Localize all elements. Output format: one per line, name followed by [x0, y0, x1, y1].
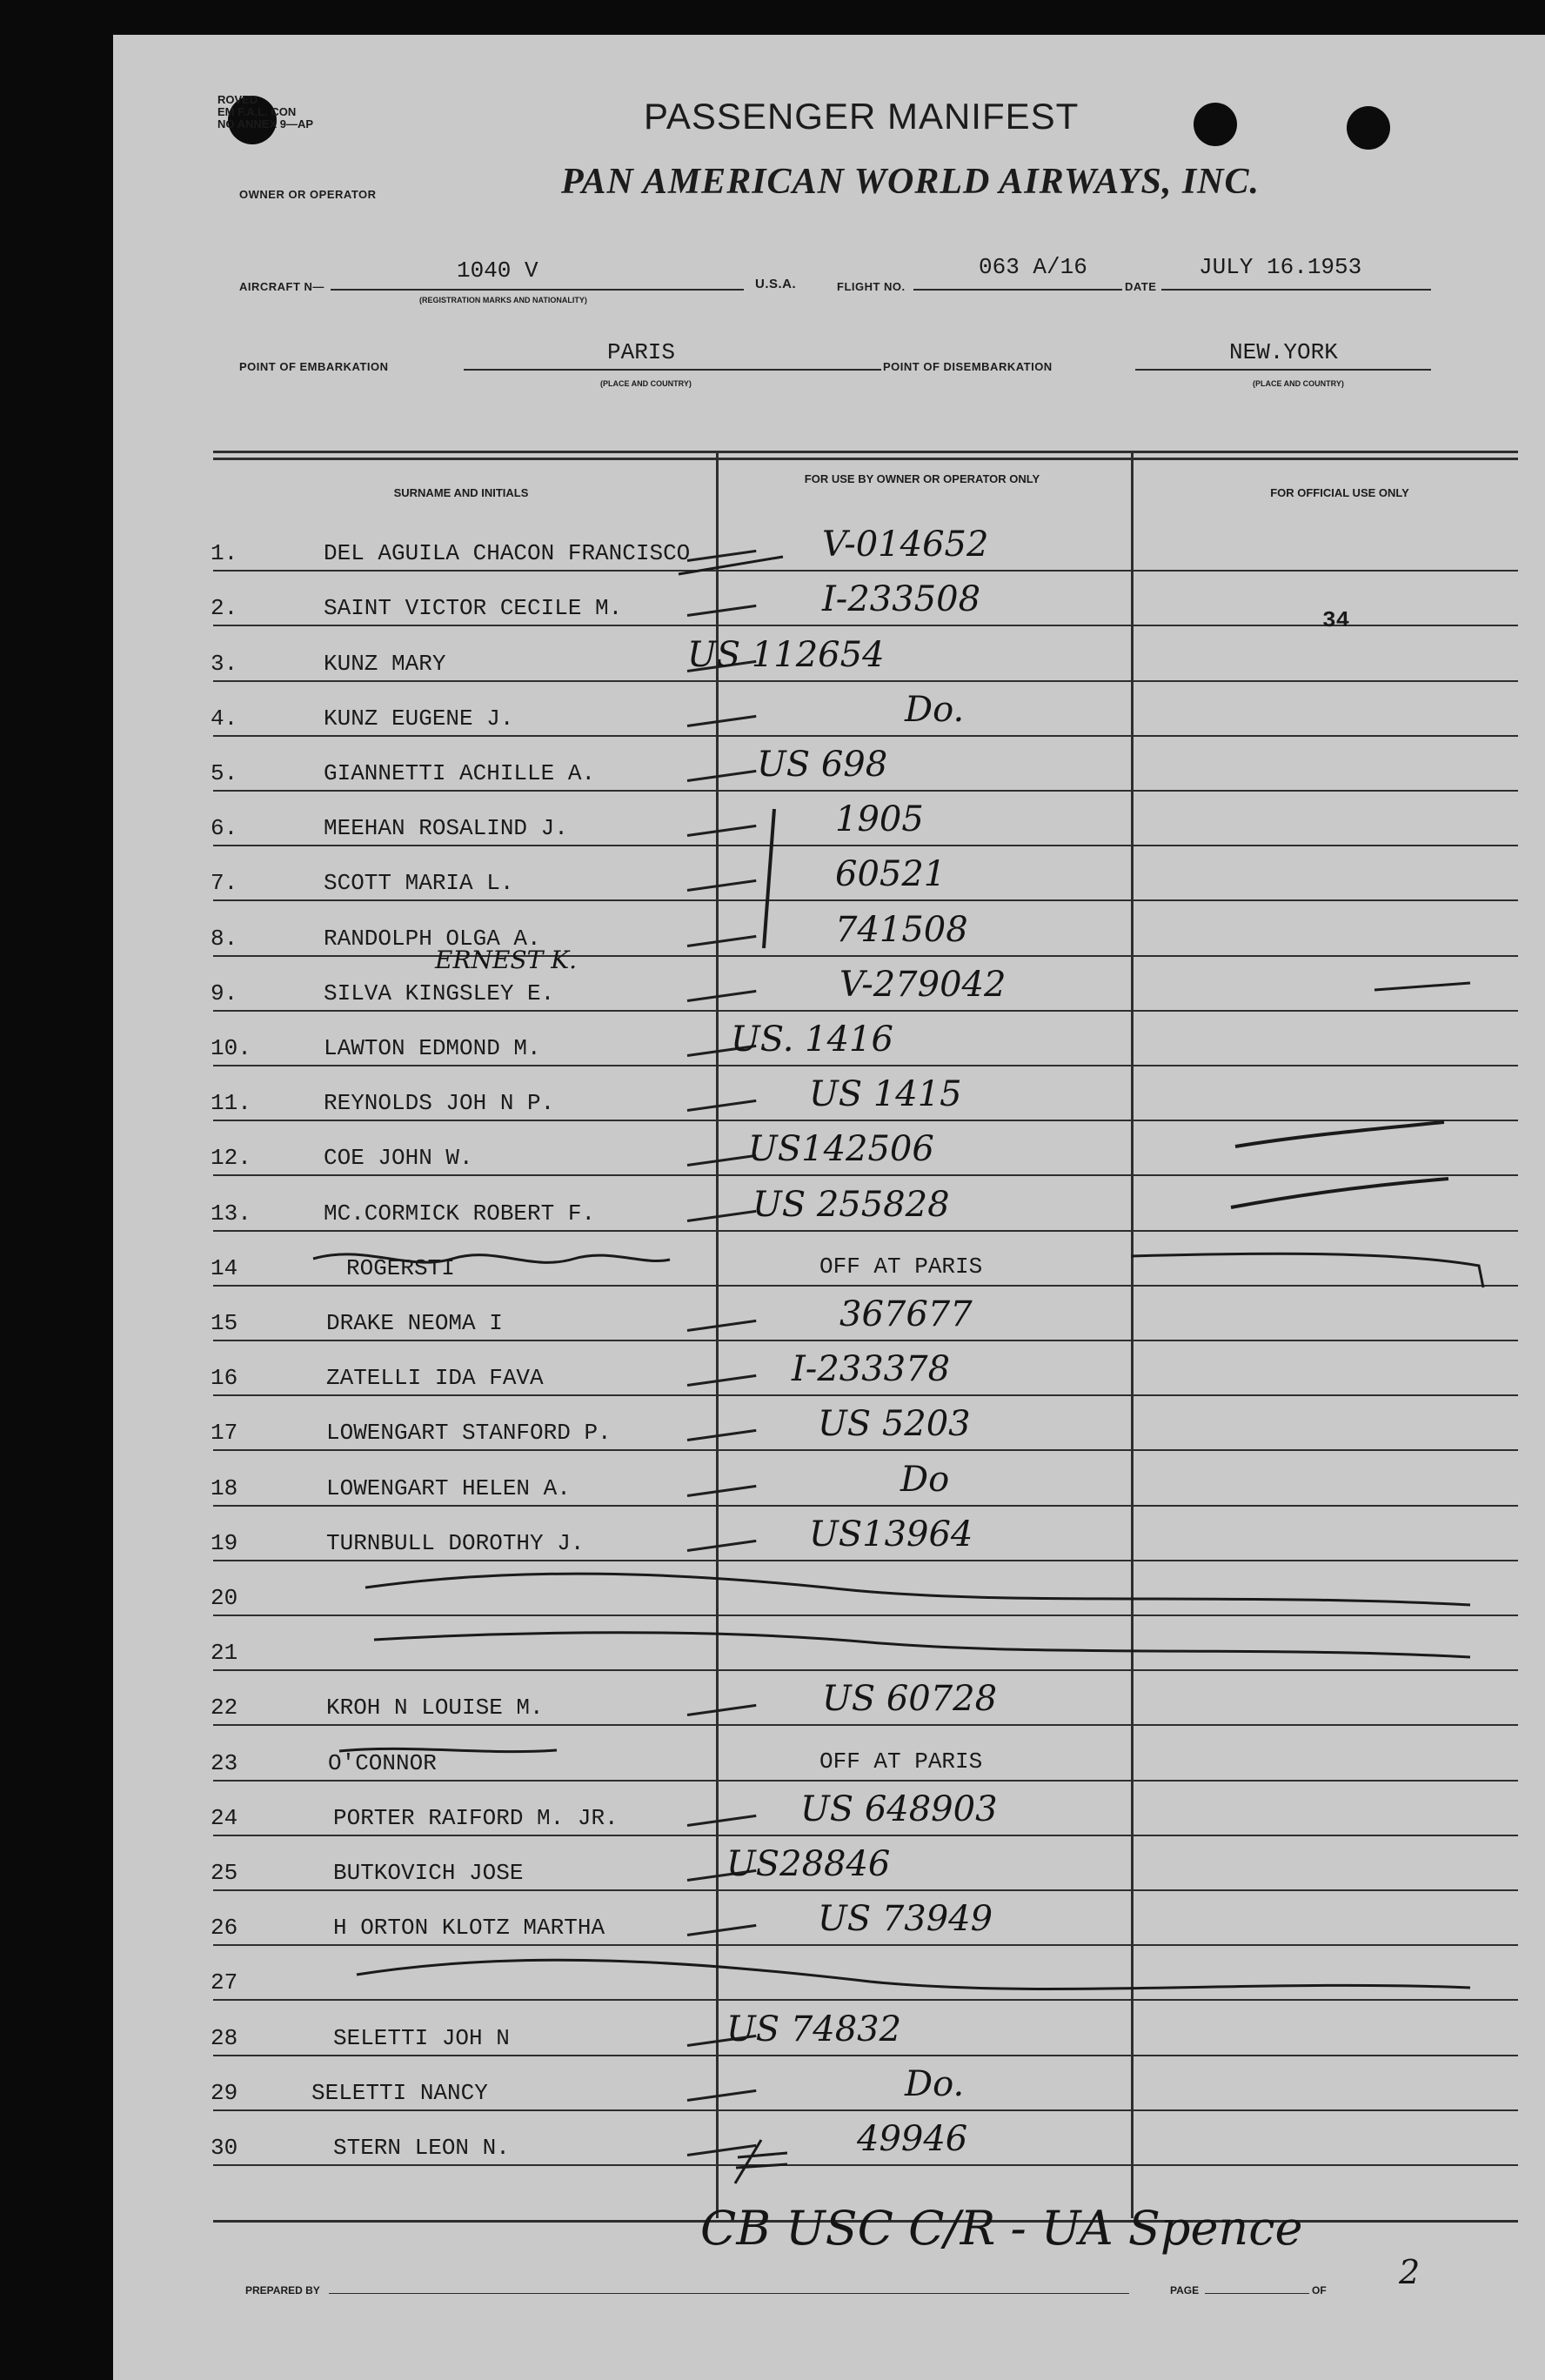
- row-number: 25: [211, 1860, 238, 1886]
- passenger-name: DRAKE NEOMA I: [326, 1310, 503, 1336]
- passenger-name: DEL AGUILA CHACON FRANCISCO: [324, 540, 691, 567]
- row-number: 16: [211, 1365, 238, 1392]
- disembarkation-sublabel: (PLACE AND COUNTRY): [1253, 379, 1344, 388]
- disembarkation-value: NEW.YORK: [1229, 339, 1338, 365]
- passenger-name: SCOTT MARIA L.: [324, 870, 514, 897]
- of-label: OF: [1312, 2284, 1327, 2296]
- status-note: OFF AT PARIS: [819, 1748, 983, 1775]
- strike-row-14: [313, 1254, 670, 1262]
- official-dash-9: [1374, 983, 1470, 990]
- aircraft-label: AIRCRAFT N—: [239, 280, 324, 293]
- passport-number: 741508: [835, 909, 968, 950]
- passport-number: US 60728: [822, 1679, 998, 1720]
- passport-number: US28846: [726, 1844, 891, 1884]
- row-number: 17: [211, 1420, 238, 1447]
- passenger-name: SAINT VICTOR CECILE M.: [324, 595, 623, 622]
- passport-number: 60521: [835, 854, 946, 895]
- embarkation-label: POINT OF EMBARKATION: [239, 360, 389, 373]
- passport-number: Do.: [905, 2063, 965, 2104]
- stamp-line-2: EM F.A.L. CON: [217, 105, 297, 118]
- passport-number: V-279042: [839, 964, 1007, 1005]
- row-number: 20: [211, 1585, 238, 1611]
- passenger-name: TURNBULL DOROTHY J.: [326, 1529, 585, 1556]
- signature: CB USC C/R - UA Spence: [700, 2201, 1303, 2256]
- row-number: 12.: [211, 1145, 251, 1172]
- row-number: 30: [211, 2135, 238, 2161]
- passport-number: US 1415: [809, 1074, 962, 1115]
- passport-number: 1905: [835, 799, 924, 840]
- flight-value: 063 A/16: [979, 254, 1087, 280]
- owner-value: PAN AMERICAN WORLD AIRWAYS, INC.: [561, 162, 1261, 202]
- owner-label: OWNER OR OPERATOR: [239, 188, 377, 201]
- row-number: 3.: [211, 650, 238, 677]
- row-number: 8.: [211, 925, 238, 952]
- passport-number: Do: [900, 1459, 950, 1500]
- passport-number: Do.: [905, 689, 965, 730]
- row-number: 1.: [211, 540, 238, 567]
- disembarkation-label: POINT OF DISEMBARKATION: [883, 360, 1053, 373]
- passport-number: US142506: [748, 1129, 934, 1170]
- passport-number: I-233508: [822, 579, 981, 620]
- official-dash-13: [1231, 1179, 1448, 1207]
- passenger-name: MEEHAN ROSALIND J.: [324, 815, 568, 842]
- strike-row-20: [365, 1574, 1470, 1605]
- row-number: 18: [211, 1474, 238, 1501]
- row-number: 10.: [211, 1035, 251, 1061]
- strike-row-21: [374, 1633, 1470, 1657]
- row-number: 14: [211, 1254, 238, 1281]
- passenger-name: ZATELLI IDA FAVA: [326, 1365, 544, 1392]
- passport-number: US 698: [757, 745, 888, 785]
- passport-number: 367677: [839, 1294, 973, 1334]
- official-note: 34: [1322, 607, 1350, 633]
- passenger-name: H ORTON KLOTZ MARTHA: [333, 1915, 605, 1942]
- passport-number: I-233378: [792, 1349, 951, 1390]
- embarkation-sublabel: (PLACE AND COUNTRY): [600, 379, 692, 388]
- passport-number: US 73949: [818, 1899, 993, 1940]
- row-number: 15: [211, 1310, 238, 1336]
- bracket-stroke-6-8: [764, 809, 774, 948]
- name-correction: ERNEST K.: [435, 945, 578, 974]
- passenger-name: MC.CORMICK ROBERT F.: [324, 1200, 596, 1227]
- col-header-official-use: FOR OFFICIAL USE ONLY: [1270, 486, 1409, 499]
- passenger-name: RANDOLPH OLGA A.: [324, 925, 541, 952]
- usa-label: U.S.A.: [755, 277, 797, 291]
- strike-row-1: [679, 557, 783, 574]
- row-number: 22: [211, 1695, 238, 1721]
- passport-number: 49946: [857, 2119, 968, 2159]
- row-number: 27: [211, 1969, 238, 1996]
- row-number: 23: [211, 1749, 238, 1776]
- passenger-name: GIANNETTI ACHILLE A.: [324, 760, 596, 786]
- row-number: 19: [211, 1529, 238, 1556]
- aircraft-sublabel: (REGISTRATION MARKS AND NATIONALITY): [419, 296, 587, 304]
- passenger-name: KROH N LOUISE M.: [326, 1695, 544, 1721]
- passenger-name: SELETTI NANCY: [311, 2079, 488, 2106]
- passenger-name: REYNOLDS JOH N P.: [324, 1090, 555, 1117]
- status-note: OFF AT PARIS: [819, 1253, 983, 1280]
- page-label: PAGE: [1170, 2284, 1200, 2296]
- row-number: 5.: [211, 760, 238, 786]
- passport-number: US 74832: [726, 2009, 902, 2049]
- stamp-line-3: NO ANNEX 9—AP: [217, 117, 314, 130]
- row-number: 2.: [211, 595, 238, 622]
- stamp-line-1: ROVED: [217, 93, 258, 106]
- passport-number: V-014652: [822, 525, 989, 565]
- row-number: 11.: [211, 1090, 251, 1117]
- passenger-name: PORTER RAIFORD M. JR.: [333, 1804, 619, 1831]
- row-number: 26: [211, 1915, 238, 1942]
- passport-number: US 648903: [800, 1788, 998, 1829]
- row-number: 13.: [211, 1200, 251, 1227]
- bracket-stroke-30: [735, 2140, 787, 2183]
- strike-row-23: [339, 1748, 557, 1751]
- date-label: DATE: [1125, 280, 1157, 293]
- embarkation-value: PARIS: [607, 339, 676, 365]
- col-header-surname: SURNAME AND INITIALS: [393, 486, 529, 499]
- passenger-name: LAWTON EDMOND M.: [324, 1035, 541, 1061]
- passport-number: US 112654: [687, 634, 885, 675]
- passport-number: US 255828: [752, 1184, 950, 1225]
- manifest-title: PASSENGER MANIFEST: [644, 96, 1080, 137]
- passenger-name: KUNZ EUGENE J.: [324, 705, 514, 732]
- prepared-by-label: PREPARED BY: [245, 2284, 320, 2296]
- row-number: 9.: [211, 979, 238, 1006]
- row-number: 7.: [211, 870, 238, 897]
- row-number: 21: [211, 1640, 238, 1667]
- passenger-name: STERN LEON N.: [333, 2135, 510, 2161]
- passport-number: US. 1416: [731, 1020, 893, 1060]
- passenger-name: SELETTI JOH N: [333, 2024, 510, 2051]
- row-number: 24: [211, 1804, 238, 1831]
- row-number: 28: [211, 2024, 238, 2051]
- date-value: JULY 16.1953: [1199, 254, 1362, 280]
- aircraft-value: 1040 V: [457, 257, 538, 284]
- col-header-owner-use: FOR USE BY OWNER OR OPERATOR ONLY: [804, 472, 1040, 485]
- page-total: 2: [1399, 2253, 1421, 2291]
- passport-number: US13964: [809, 1514, 973, 1554]
- flight-label: FLIGHT NO.: [837, 280, 906, 293]
- row-number: 4.: [211, 705, 238, 732]
- row-number: 29: [211, 2079, 238, 2106]
- passenger-name: BUTKOVICH JOSE: [333, 1860, 524, 1886]
- row-number: 6.: [211, 815, 238, 842]
- passenger-name: LOWENGART HELEN A.: [326, 1474, 571, 1501]
- passenger-name: LOWENGART STANFORD P.: [326, 1420, 612, 1447]
- passenger-name: SILVA KINGSLEY E.: [324, 979, 555, 1006]
- passenger-name: KUNZ MARY: [324, 650, 446, 677]
- passenger-name: COE JOHN W.: [324, 1145, 473, 1172]
- passport-number: US 5203: [818, 1404, 971, 1445]
- official-dash-12: [1235, 1122, 1444, 1147]
- strike-row-27: [357, 1960, 1470, 1989]
- passenger-name: ROGERSTI: [346, 1254, 455, 1281]
- passenger-name: O'CONNOR: [328, 1749, 437, 1776]
- bracket-stroke-14: [1131, 1254, 1483, 1287]
